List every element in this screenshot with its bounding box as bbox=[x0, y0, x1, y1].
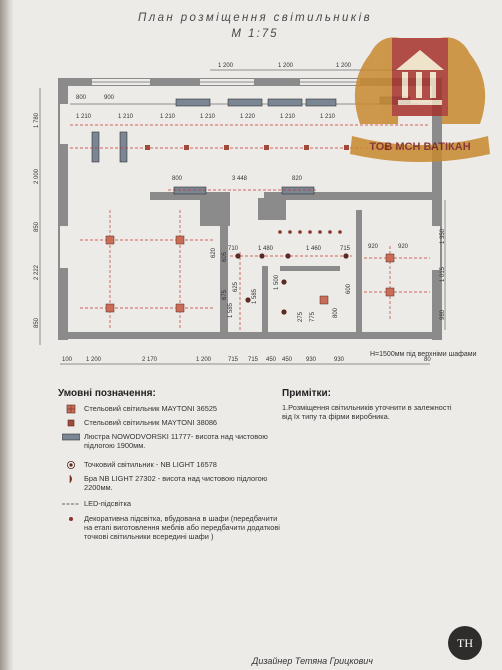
dim-b-2: 1 210 bbox=[118, 114, 134, 120]
decorative-light-icon bbox=[62, 514, 80, 524]
dim-in-1: 710 bbox=[228, 246, 239, 252]
dim-right-3: 980 bbox=[440, 309, 446, 320]
dim-in-6: 920 bbox=[398, 244, 409, 250]
plan-scale: М 1:75 bbox=[231, 28, 279, 40]
ceiling-light-square-icon bbox=[62, 404, 80, 414]
dim-int-8: 800 bbox=[333, 307, 339, 318]
dim-b-6: 1 210 bbox=[280, 114, 296, 120]
notes-title: Примітки: bbox=[282, 388, 331, 399]
ceiling-light-small-icon bbox=[62, 418, 80, 428]
dim-bot-9: 930 bbox=[306, 357, 317, 363]
dim-bot-3: 2 170 bbox=[142, 357, 158, 363]
dim-b-5: 1 220 bbox=[240, 114, 256, 120]
dim-in-4: 715 bbox=[340, 246, 351, 252]
dim-bot-11: 80 bbox=[424, 357, 431, 363]
plan-title: План розміщення світильників bbox=[138, 12, 372, 24]
dim-bot-6: 715 bbox=[248, 357, 259, 363]
dim-left-4: 2 222 bbox=[34, 264, 40, 280]
dim-bot-4: 1 200 bbox=[196, 357, 212, 363]
dim-left-5: 850 bbox=[34, 317, 40, 328]
dim-int-5: 1 500 bbox=[274, 274, 280, 290]
legend-item-text: Точковий світильник - NB LIGHT 16578 bbox=[84, 460, 217, 469]
dim-int-10: 605 bbox=[222, 251, 228, 262]
legend-item-text: LED-підсвітка bbox=[84, 499, 131, 508]
dim-bot-7: 450 bbox=[266, 357, 277, 363]
dim-mid-1: 800 bbox=[172, 176, 183, 182]
legend-item-text: Стельовий світильник MAYTONI 36525 bbox=[84, 404, 218, 413]
dim-bot-2: 1 200 bbox=[86, 357, 102, 363]
dim-int-6: 275 bbox=[298, 311, 304, 322]
dim-int-7: 775 bbox=[310, 311, 316, 322]
legend-item-text: Декоративна підсвітка, вбудована в шафи (передбачити на етапі виготовлення меблів або передбачити додаткові точкові світильники всередині шафи ) bbox=[84, 514, 280, 541]
spot-light-icon bbox=[62, 460, 80, 470]
dim-bot-10: 930 bbox=[334, 357, 345, 363]
dim-b-3: 1 210 bbox=[160, 114, 176, 120]
dim-mid-2: 3 448 bbox=[232, 176, 248, 182]
legend-item-text: Люстра NOWODVORSKI 11777- висота над чистовою підлогою 1900мм. bbox=[84, 432, 268, 450]
dim-int-2: 625 bbox=[233, 281, 239, 292]
dim-bot-1: 100 bbox=[62, 357, 73, 363]
dim-right-1: 1 350 bbox=[440, 228, 446, 244]
dim-left-1: 1 780 bbox=[34, 112, 40, 128]
dim-in-2: 1 480 bbox=[258, 246, 274, 252]
dim-left-2: 2 000 bbox=[34, 168, 40, 184]
height-note: H=1500мм під верхніми шафами bbox=[370, 351, 477, 358]
legend-title: Умовні позначення: bbox=[58, 388, 156, 399]
dim-b-1: 1 210 bbox=[76, 114, 92, 120]
notes-text: 1.Розміщення світильників уточнити в залежності від їх типу та фірми виробника. bbox=[282, 403, 452, 421]
dim-int-3: 1 585 bbox=[228, 302, 234, 318]
designer-logo: TH bbox=[448, 626, 482, 660]
dim-top-3: 1 200 bbox=[336, 63, 352, 69]
dim-int-9: 600 bbox=[346, 283, 352, 294]
legend-item-text: Бра NB LIGHT 27302 - висота над чистовою підлогою 2200мм. bbox=[84, 474, 268, 492]
dim-a-2: 900 bbox=[104, 95, 115, 101]
chandelier-bar-icon bbox=[62, 432, 80, 442]
led-strip-icon bbox=[62, 499, 80, 509]
dim-in-5: 920 bbox=[368, 244, 379, 250]
dim-b-4: 1 210 bbox=[200, 114, 216, 120]
dim-a-1: 800 bbox=[76, 95, 87, 101]
dim-top-2: 1 200 bbox=[278, 63, 294, 69]
dim-in-3: 1 460 bbox=[306, 246, 322, 252]
dim-bot-5: 715 bbox=[228, 357, 239, 363]
dim-bot-8: 450 bbox=[282, 357, 293, 363]
dim-top-1: 1 200 bbox=[218, 63, 234, 69]
dim-b-7: 1 210 bbox=[320, 114, 336, 120]
dim-int-1: 620 bbox=[211, 247, 217, 258]
dim-int-4: 1 585 bbox=[252, 288, 258, 304]
dim-left-3: 850 bbox=[34, 221, 40, 232]
legend-item-text: Стельовий світильник MAYTONI 38086 bbox=[84, 418, 218, 427]
spot-lights bbox=[235, 253, 348, 314]
designer-name: Дизайнер Тетяна Грицкович bbox=[252, 656, 373, 666]
company-watermark bbox=[340, 4, 500, 164]
dim-right-2: 1 015 bbox=[440, 266, 446, 282]
dim-int-11: 675 bbox=[222, 289, 228, 300]
dim-mid-3: 820 bbox=[292, 176, 303, 182]
wall-sconce-icon bbox=[62, 474, 80, 484]
watermark-text: ТОВ МСН ВАТІКАН bbox=[369, 141, 471, 153]
